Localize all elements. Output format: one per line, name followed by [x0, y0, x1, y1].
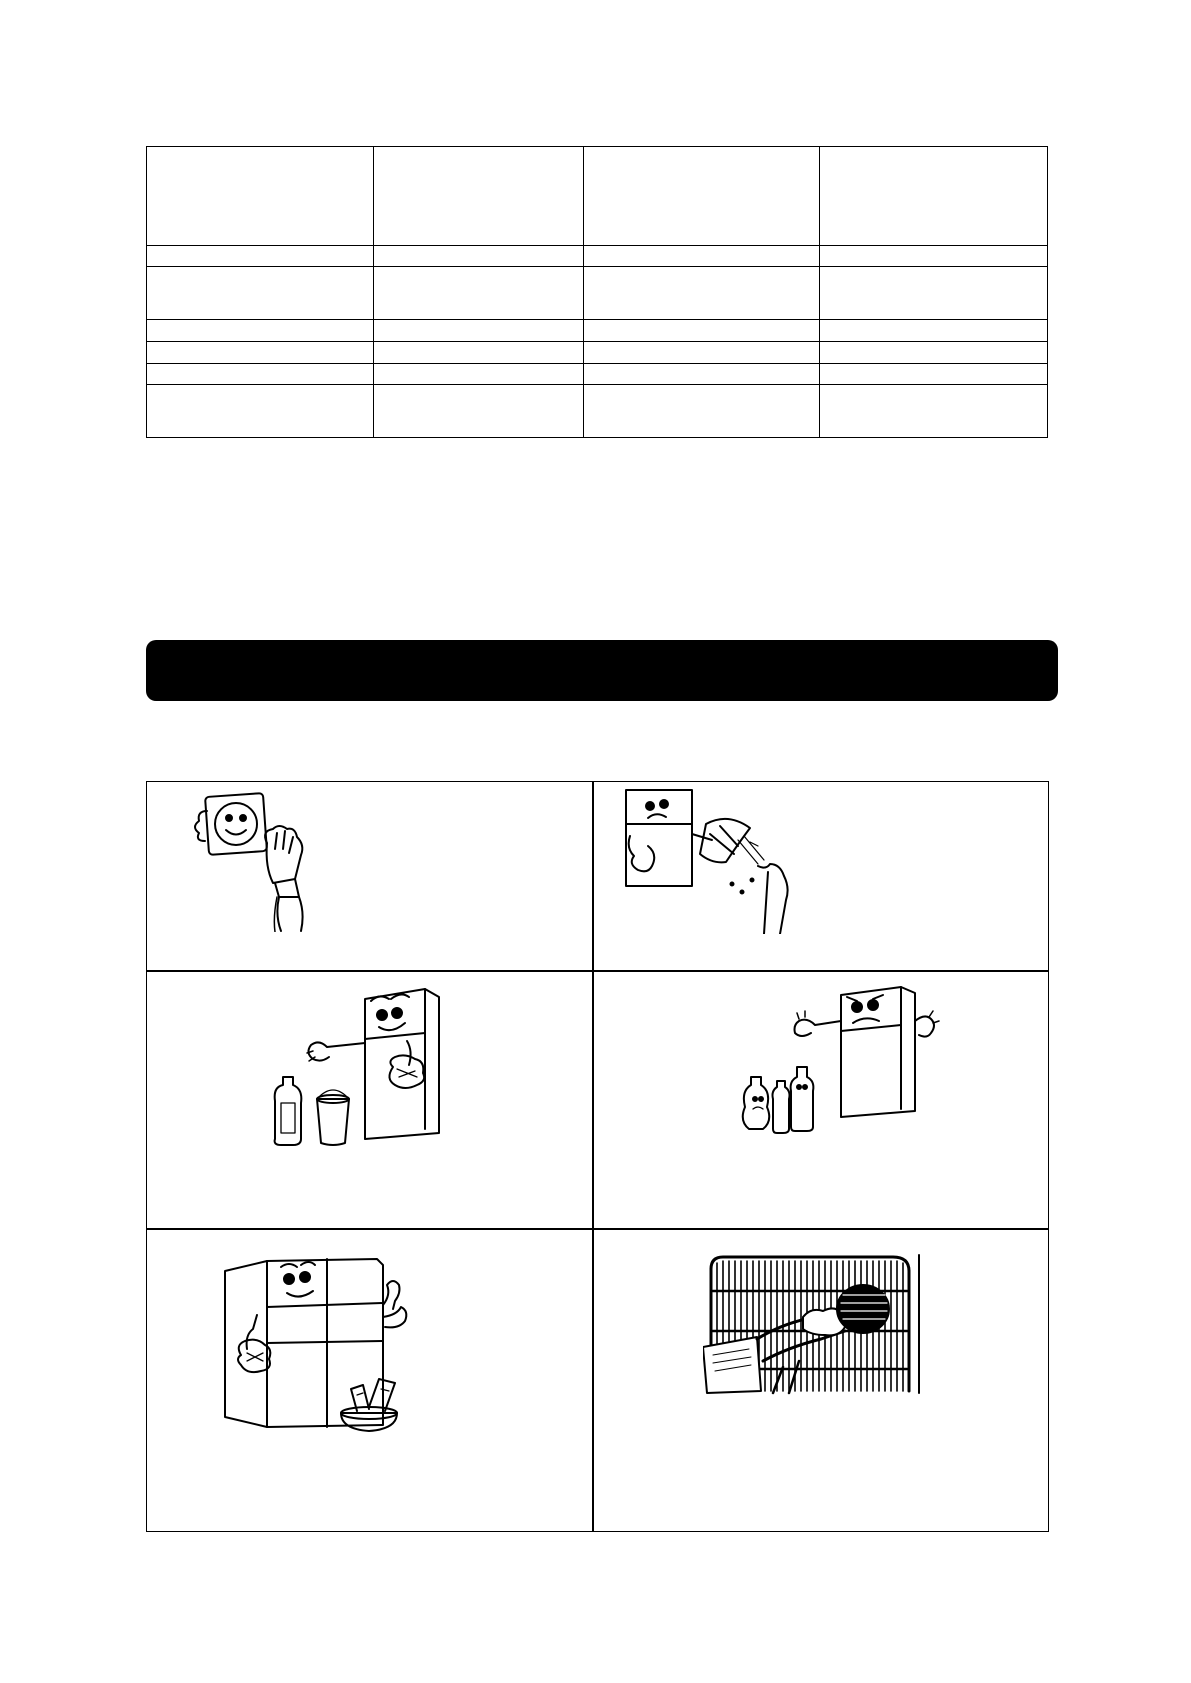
table-cell — [820, 267, 1048, 320]
table-cell — [147, 342, 374, 364]
brush-condenser-icon — [703, 1251, 928, 1396]
table-cell — [147, 147, 374, 246]
table-cell — [820, 246, 1048, 267]
clean-door-gasket-icon — [217, 1249, 427, 1439]
table-row — [147, 246, 1048, 267]
table-row — [147, 267, 1048, 320]
table-cell — [820, 342, 1048, 364]
table-cell — [374, 246, 584, 267]
table-row — [147, 147, 1048, 246]
table-cell — [147, 320, 374, 342]
section-banner — [146, 640, 1058, 701]
table-cell — [584, 267, 820, 320]
table-cell — [820, 147, 1048, 246]
table-cell — [147, 364, 374, 385]
illustration-panel — [147, 971, 592, 1228]
table-cell — [147, 385, 374, 438]
table-cell — [820, 385, 1048, 438]
illustration-panel — [593, 782, 1048, 970]
table-row — [147, 342, 1048, 364]
table-row — [147, 385, 1048, 438]
illustration-panel — [593, 1229, 1048, 1531]
no-water-jet-icon — [608, 784, 808, 934]
table-cell — [820, 364, 1048, 385]
illustration-panel — [593, 971, 1048, 1228]
table-cell — [374, 147, 584, 246]
no-chemicals-icon — [733, 981, 948, 1151]
table-cell — [820, 320, 1048, 342]
table-cell — [584, 147, 820, 246]
table-cell — [374, 267, 584, 320]
table-cell — [584, 385, 820, 438]
illustration-panel — [147, 1229, 592, 1531]
table-row — [147, 320, 1048, 342]
table-row — [147, 364, 1048, 385]
specification-table — [146, 146, 1048, 438]
table-cell — [584, 320, 820, 342]
table-cell — [374, 364, 584, 385]
unplug-socket-icon — [177, 787, 337, 932]
cleaning-illustration-grid — [146, 781, 1049, 1532]
table-cell — [584, 246, 820, 267]
table-cell — [374, 385, 584, 438]
table-cell — [584, 342, 820, 364]
table-cell — [374, 342, 584, 364]
table-cell — [147, 267, 374, 320]
table-cell — [584, 364, 820, 385]
table-cell — [147, 246, 374, 267]
wipe-fridge-icon — [257, 981, 472, 1156]
table-cell — [374, 320, 584, 342]
illustration-panel — [147, 782, 592, 970]
